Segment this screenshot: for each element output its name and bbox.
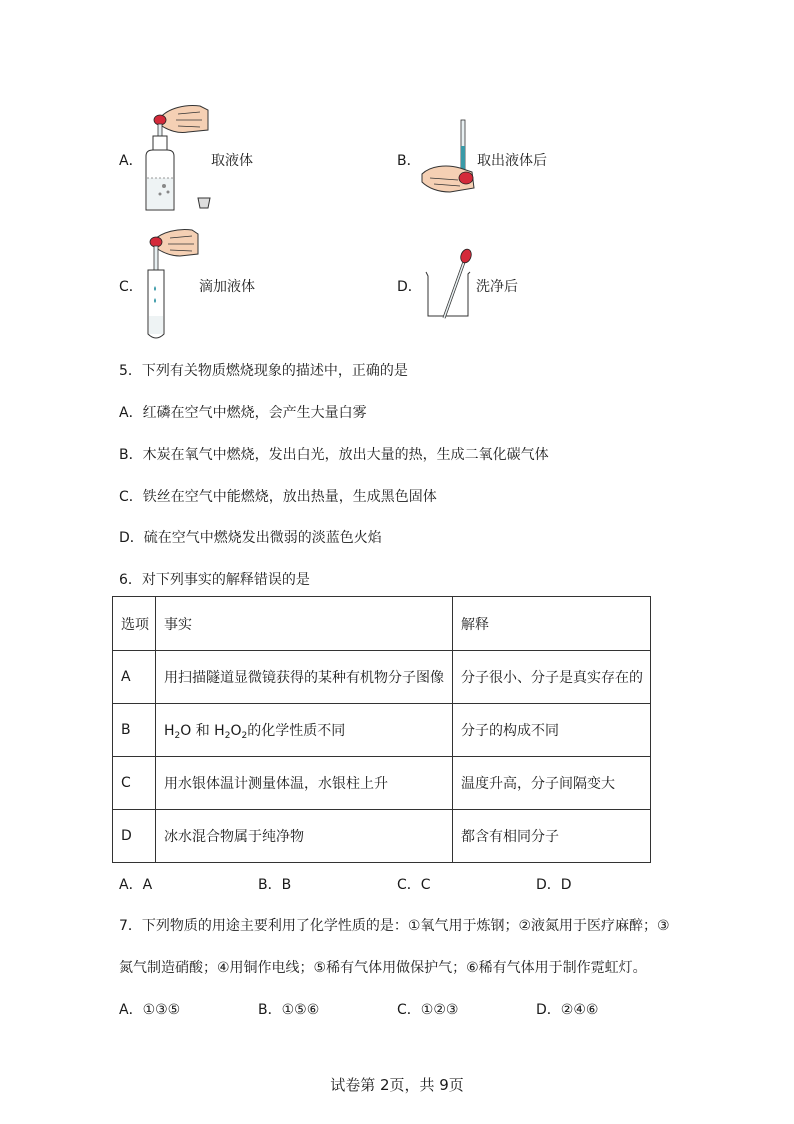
row-explanation: 温度升高，分子间隔变大 xyxy=(453,757,651,810)
header-option: 选项 xyxy=(113,597,156,651)
page-footer: 试卷第 2页，共 9页 xyxy=(330,1076,464,1094)
table-row xyxy=(113,810,651,863)
header-explanation: 解释 xyxy=(453,597,651,651)
option-b-letter: B． xyxy=(397,153,421,169)
row-fact: 用扫描隧道显微镜获得的某种有机物分子图像 xyxy=(156,651,453,704)
row-explanation: 分子很小、分子是真实存在的 xyxy=(453,651,651,704)
row-option: A xyxy=(113,651,156,704)
row-fact: 用水银体温计测量体温，水银柱上升 xyxy=(156,757,453,810)
q6-answer-a: A．A xyxy=(119,877,153,893)
q5-option-c: C．铁丝在空气中能燃烧，放出热量，生成黑色固体 xyxy=(119,489,437,505)
q6-answer-b: B．B xyxy=(258,877,292,893)
dropper-in-bottle-icon xyxy=(138,100,218,214)
option-a-letter: A． xyxy=(119,153,143,169)
q7-stem-line1: 7．下列物质的用途主要利用了化学性质的是：①氧气用于炼钢；②液氮用于医疗麻醉；③ xyxy=(119,918,670,934)
q7-stem-line2: 氮气制造硝酸；④用铜作电线；⑤稀有气体用做保护气；⑥稀有气体用于制作霓虹灯。 xyxy=(119,960,647,976)
q7-answer-c: C．①②③ xyxy=(397,1002,459,1018)
table-row xyxy=(113,757,651,810)
option-d-caption: 洗净后 xyxy=(476,279,518,295)
option-b-caption: 取出液体后 xyxy=(477,153,547,169)
table-row xyxy=(113,704,651,757)
q5-option-b: B．木炭在氧气中燃烧，发出白光，放出大量的热，生成二氧化碳气体 xyxy=(119,447,549,463)
option-a-caption: 取液体 xyxy=(211,153,253,169)
q5-option-d: D．硫在空气中燃烧发出微弱的淡蓝色火焰 xyxy=(119,530,382,546)
option-d-letter: D． xyxy=(397,279,422,295)
row-fact: 冰水混合物属于纯净物 xyxy=(156,810,453,863)
q5-stem: 5．下列有关物质燃烧现象的描述中，正确的是 xyxy=(119,363,408,379)
facts-table xyxy=(112,596,651,863)
header-fact: 事实 xyxy=(156,597,453,651)
dropper-held-upside-down-icon xyxy=(420,118,480,198)
q7-answer-a: A．①③⑤ xyxy=(119,1002,181,1018)
option-c-caption: 滴加液体 xyxy=(199,279,255,295)
row-option: B xyxy=(113,704,156,757)
table-header-row xyxy=(113,597,651,651)
q7-answer-b: B．①⑤⑥ xyxy=(258,1002,320,1018)
q6-answer-c: C．C xyxy=(397,877,431,893)
q6-stem: 6．对下列事实的解释错误的是 xyxy=(119,572,310,588)
row-option: C xyxy=(113,757,156,810)
q6-answer-d: D．D xyxy=(536,877,572,893)
row-explanation: 分子的构成不同 xyxy=(453,704,651,757)
row-explanation: 都含有相同分子 xyxy=(453,810,651,863)
row-fact: $H_2O$ 和 $H_2O_2$的化学性质不同 xyxy=(156,704,453,757)
q7-answer-d: D．②④⑥ xyxy=(536,1002,599,1018)
q5-option-a: A．红磷在空气中燃烧，会产生大量白雾 xyxy=(119,405,367,421)
dropper-into-test-tube-icon xyxy=(138,226,202,342)
table-row xyxy=(113,651,651,704)
dropper-in-beaker-icon xyxy=(422,244,478,320)
option-c-letter: C． xyxy=(119,279,143,295)
row-option: D xyxy=(113,810,156,863)
